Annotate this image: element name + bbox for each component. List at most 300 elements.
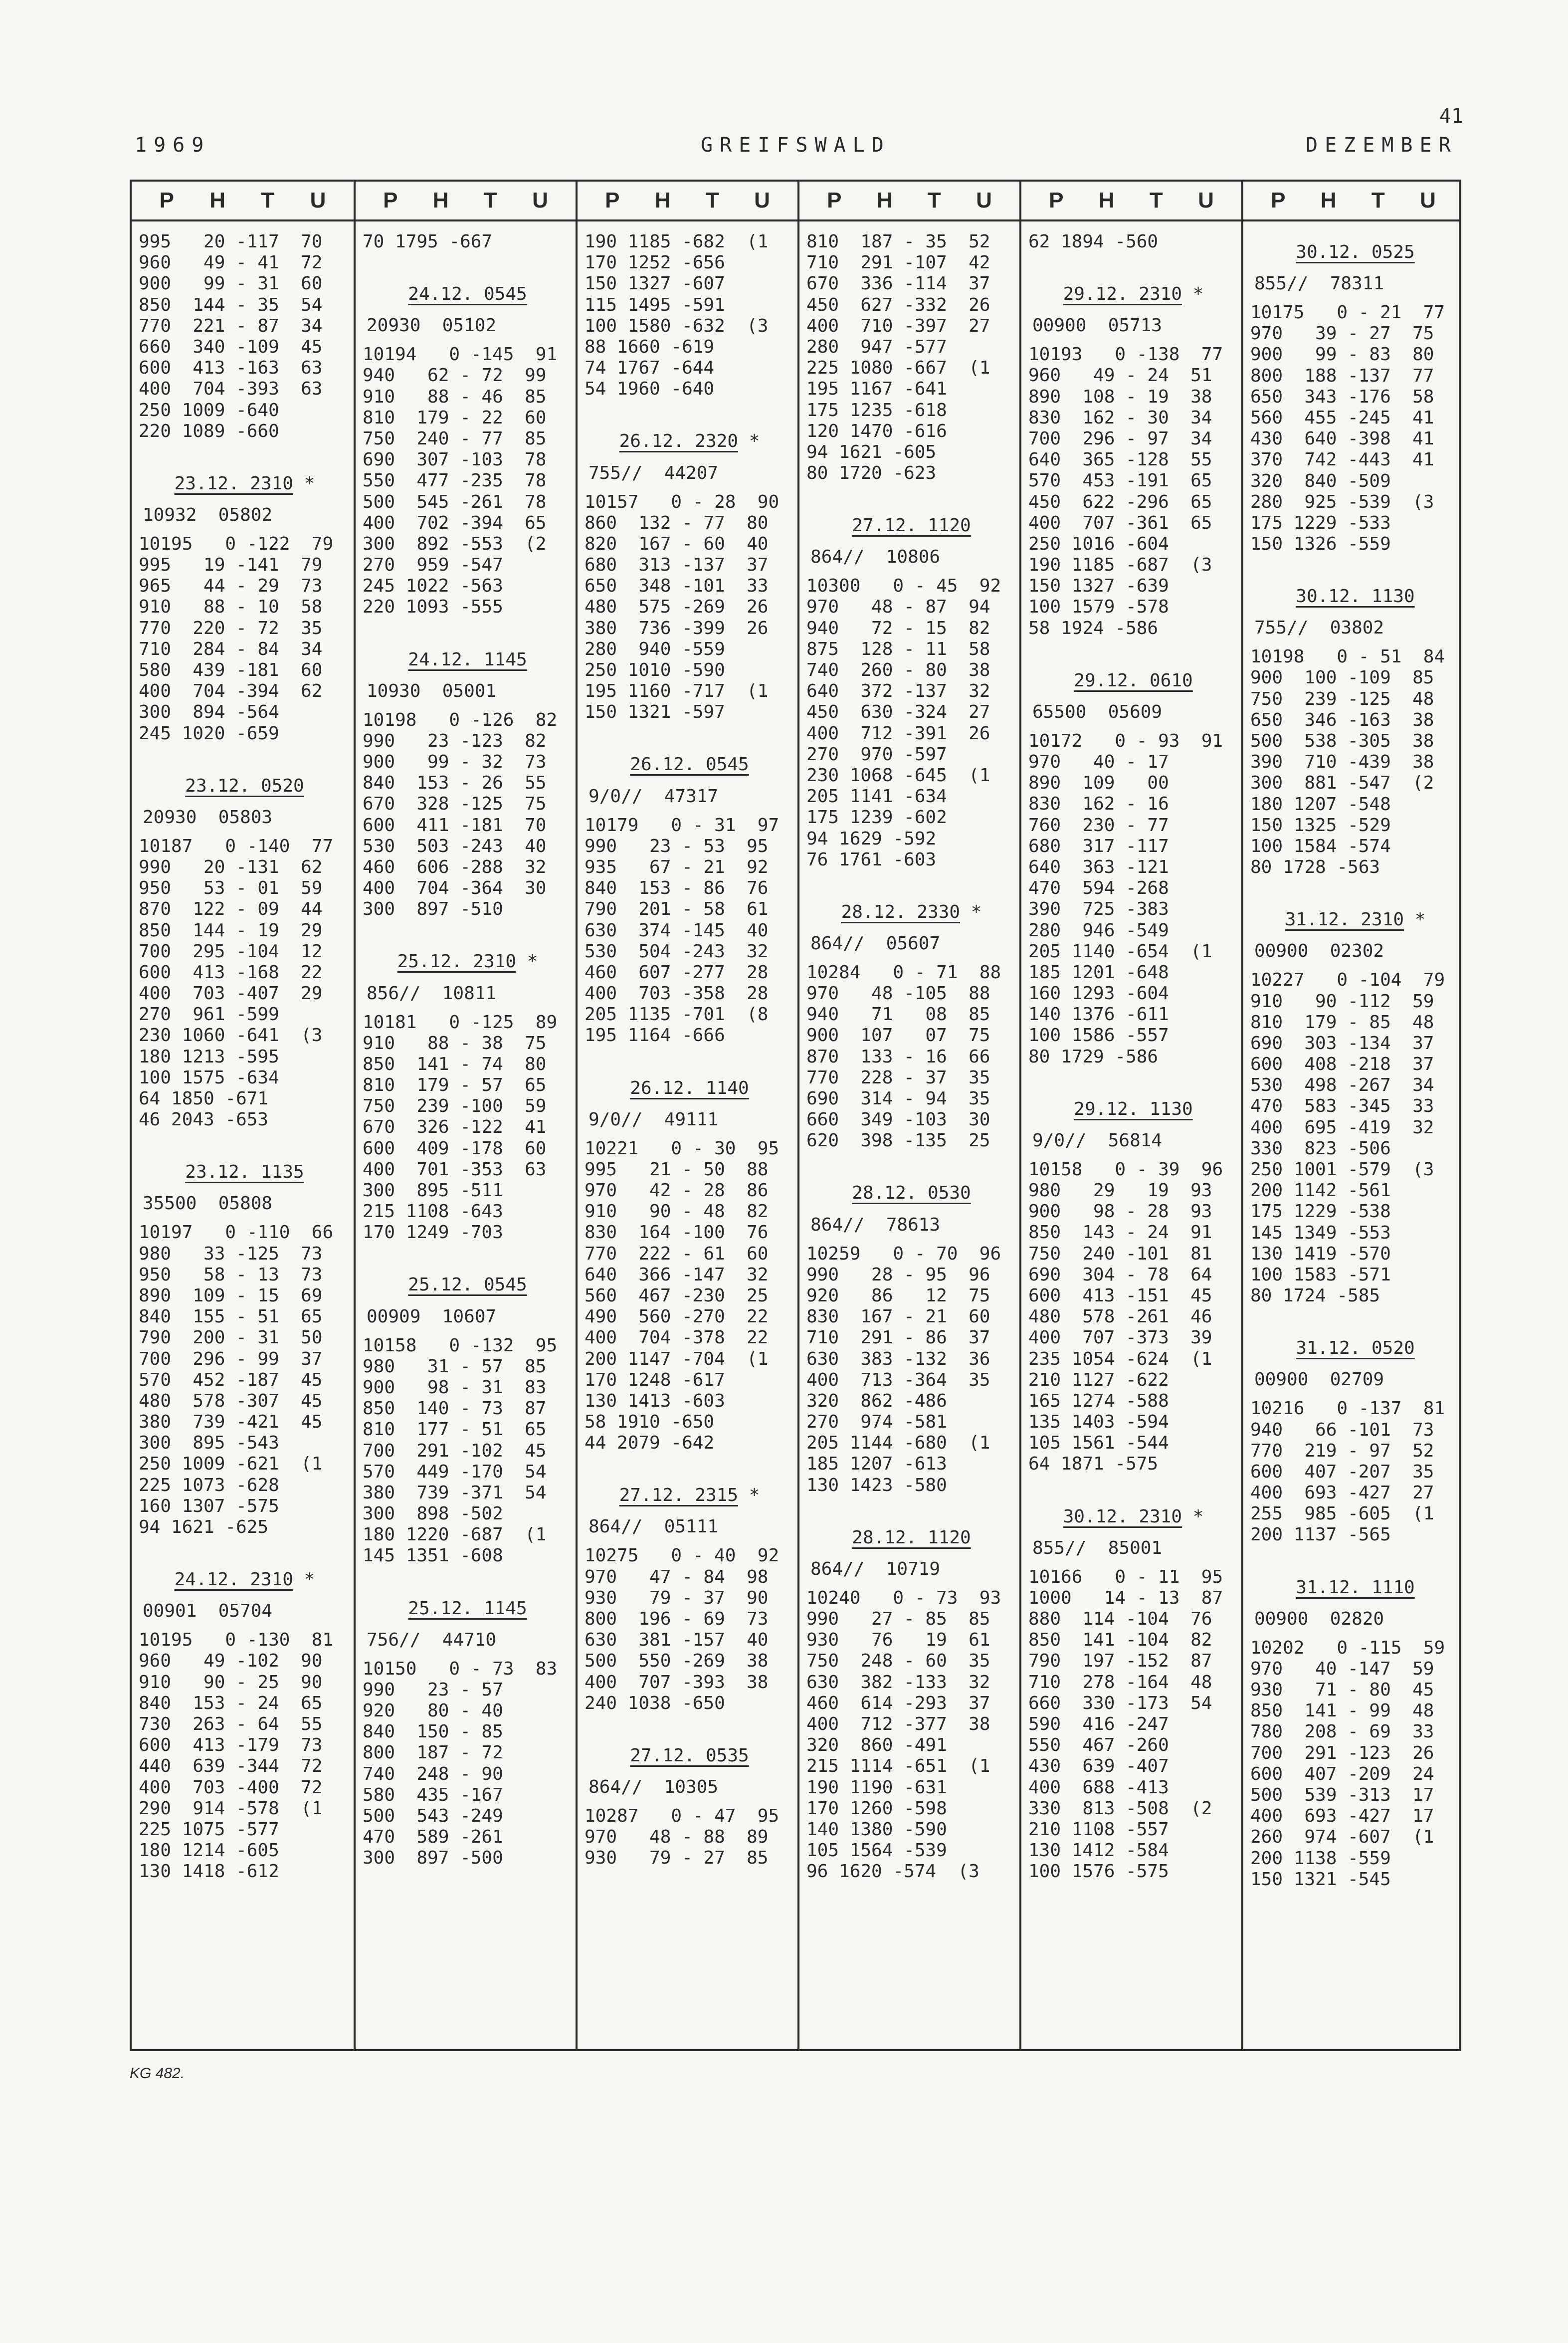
year: 1969: [135, 134, 211, 157]
table-row: 130 1423 -580: [806, 1475, 947, 1495]
table-row: 270 974 -581: [806, 1412, 947, 1433]
table-row: 875 128 - 11 58: [806, 639, 990, 659]
table-row: 250 1016 -604: [1028, 533, 1169, 554]
sounding-date-text: 30.12. 2310: [1063, 1506, 1182, 1527]
table-row: 10198 0 - 51 84: [1250, 646, 1445, 667]
table-row: 245 1020 -659: [139, 723, 279, 744]
station-code: 65500 05609: [1032, 701, 1163, 722]
table-row: 700 291 -102 45: [363, 1440, 547, 1461]
sounding-date-text: 24.12. 0545: [408, 284, 527, 305]
table-row: 840 153 - 24 65: [139, 1693, 323, 1713]
block-gap: [585, 1714, 794, 1735]
station-code: 864// 10719: [810, 1558, 941, 1579]
table-row: 400 704 -394 62: [139, 681, 323, 702]
sounding-date: [363, 1265, 573, 1306]
table-row: 140 1376 -611: [1028, 1004, 1169, 1025]
block-gap: [1028, 1067, 1238, 1088]
block-gap: [1028, 252, 1238, 273]
asterisk-mark: *: [516, 951, 538, 972]
asterisk-mark: *: [293, 1569, 315, 1590]
table-row: 870 122 - 09 44: [139, 899, 323, 920]
table-row: 170 1248 -617: [585, 1369, 725, 1390]
table-row: 250 1001 -579 (3: [1250, 1159, 1434, 1180]
table-row: 730 263 - 64 55: [139, 1713, 323, 1734]
table-row: 660 340 -109 45: [139, 336, 323, 357]
sounding-date-text: 31.12. 1110: [1296, 1577, 1415, 1598]
table-row: 250 1009 -640: [139, 400, 279, 421]
table-row: 830 162 - 16: [1028, 794, 1169, 815]
table-row: 970 40 - 17: [1028, 752, 1169, 772]
table-row: 400 695 -419 32: [1250, 1117, 1434, 1138]
table-row: 680 313 -137 37: [585, 555, 769, 576]
table-row: 10157 0 - 28 90: [585, 491, 780, 512]
table-row: 710 278 -164 48: [1028, 1672, 1212, 1693]
sounding-date: [1250, 899, 1460, 941]
station-code: 756// 44710: [367, 1629, 497, 1650]
table-row: 400 707 -393 38: [585, 1672, 769, 1693]
sounding-date: [1250, 1567, 1460, 1609]
table-row: 170 1249 -703: [363, 1222, 503, 1243]
table-row: 320 840 -509: [1250, 470, 1391, 491]
table-row: 770 219 - 97 52: [1250, 1440, 1434, 1461]
table-row: 900 107 07 75: [806, 1025, 990, 1046]
station-code: 9/0// 47317: [588, 786, 719, 807]
table-row: 900 98 - 28 93: [1028, 1201, 1212, 1222]
table-row: 10187 0 -140 77: [139, 836, 334, 856]
column-header-label: U: [976, 188, 992, 213]
station-code: 855// 78311: [1254, 273, 1384, 294]
sounding-date-text: 28.12. 2330: [841, 901, 961, 922]
block-gap: [806, 484, 1016, 505]
column-body: [139, 231, 351, 1882]
table-row: 640 372 -137 32: [806, 681, 990, 702]
table-row: 630 382 -133 32: [806, 1672, 990, 1693]
block-gap: [363, 618, 573, 639]
table-row: 280 925 -539 (3: [1250, 491, 1434, 512]
table-row: 170 1252 -656: [585, 252, 725, 273]
table-row: 790 201 - 58 61: [585, 899, 769, 920]
table-row: 170 1260 -598: [806, 1798, 947, 1819]
table-row: 250 1009 -621 (1: [139, 1454, 323, 1475]
column-header-label: P: [159, 188, 174, 213]
table-row: 160 1307 -575: [139, 1495, 279, 1516]
table-row: 570 453 -191 65: [1028, 470, 1212, 491]
table-row: 200 1147 -704 (1: [585, 1348, 769, 1369]
table-row: 58 1924 -586: [1028, 618, 1159, 639]
table-row: 165 1274 -588: [1028, 1390, 1169, 1411]
table-row: 500 550 -269 38: [585, 1651, 769, 1672]
table-row: 190 1185 -682 (1: [585, 231, 769, 252]
table-row: 270 970 -597: [806, 744, 947, 765]
table-row: 80 1724 -585: [1250, 1285, 1380, 1306]
sounding-date: [1028, 273, 1238, 315]
table-row: 10275 0 - 40 92: [585, 1545, 780, 1566]
table-row: 145 1351 -608: [363, 1545, 503, 1566]
table-row: 205 1140 -654 (1: [1028, 941, 1212, 962]
table-row: 640 363 -121: [1028, 856, 1169, 877]
table-row: 10227 0 -104 79: [1250, 970, 1445, 991]
sounding-date: [585, 421, 794, 463]
table-row: 980 33 -125 73: [139, 1243, 323, 1264]
table-row: 400 713 -364 35: [806, 1369, 990, 1390]
table-row: 530 498 -267 34: [1250, 1075, 1434, 1096]
block-gap: [1250, 1546, 1460, 1567]
sounding-date-text: 31.12. 0520: [1296, 1338, 1415, 1359]
table-row: 770 220 - 72 35: [139, 618, 323, 639]
table-row: 1000 14 - 13 87: [1028, 1587, 1223, 1608]
table-row: 400 710 -397 27: [806, 315, 990, 336]
table-row: 950 58 - 13 73: [139, 1264, 323, 1285]
table-row: 880 114 -104 76: [1028, 1609, 1212, 1629]
table-row: 890 109 00: [1028, 773, 1169, 794]
table-row: 80 1728 -563: [1250, 857, 1380, 878]
column-header-label: H: [1320, 188, 1337, 213]
table-row: 400 707 -373 39: [1028, 1327, 1212, 1348]
table-row: 10197 0 -110 66: [139, 1222, 334, 1243]
table-row: 900 99 - 32 73: [363, 752, 547, 772]
table-row: 910 88 - 38 75: [363, 1033, 547, 1054]
column-body: [806, 231, 1016, 1882]
table-row: 690 303 -134 37: [1250, 1033, 1434, 1054]
table-row: 150 1327 -639: [1028, 576, 1169, 597]
sounding-date-text: 27.12. 1120: [852, 515, 971, 536]
table-row: 130 1412 -584: [1028, 1840, 1169, 1861]
table-row: 990 23 - 53 95: [585, 836, 769, 856]
sounding-date-text: 23.12. 1135: [185, 1162, 304, 1183]
station-code: 856// 10811: [367, 983, 497, 1004]
table-row: 480 578 -307 45: [139, 1390, 323, 1411]
table-row: 995 21 - 50 88: [585, 1159, 769, 1180]
table-row: 840 153 - 26 55: [363, 773, 547, 794]
table-row: 890 108 - 19 38: [1028, 386, 1212, 407]
block-gap: [806, 1152, 1016, 1173]
table-row: 200 1138 -559: [1250, 1848, 1391, 1869]
table-row: 74 1767 -644: [585, 358, 715, 379]
table-row: 260 974 -607 (1: [1250, 1827, 1434, 1848]
table-row: 145 1349 -553: [1250, 1222, 1391, 1243]
sounding-date: [1250, 576, 1460, 618]
table-row: 660 330 -173 54: [1028, 1693, 1212, 1713]
block-gap: [1250, 555, 1460, 576]
table-row: 400 712 -377 38: [806, 1713, 990, 1734]
sounding-date: [363, 941, 573, 983]
table-row: 100 1586 -557: [1028, 1025, 1169, 1046]
table-row: 400 693 -427 17: [1250, 1806, 1434, 1827]
table-row: 10240 0 - 73 93: [806, 1587, 1001, 1608]
table-row: 225 1075 -577: [139, 1819, 279, 1840]
column-header-label: P: [1271, 188, 1286, 213]
table-row: 450 627 -332 26: [806, 294, 990, 315]
column-header: [1021, 182, 1241, 219]
table-row: 185 1207 -613: [806, 1454, 947, 1475]
table-row: 150 1325 -529: [1250, 815, 1391, 836]
table-row: 550 477 -235 78: [363, 470, 547, 491]
table-column: [1019, 182, 1241, 2049]
block-gap: [363, 1567, 573, 1588]
table-row: 630 383 -132 36: [806, 1348, 990, 1369]
table-row: 660 349 -103 30: [806, 1109, 990, 1130]
table-row: 100 1580 -632 (3: [585, 315, 769, 336]
column-body: [1250, 231, 1460, 1890]
sounding-date-text: 25.12. 1145: [408, 1598, 527, 1619]
table-row: 400 693 -427 27: [1250, 1483, 1434, 1503]
column-header-label: H: [654, 188, 671, 213]
table-row: 500 543 -249: [363, 1805, 503, 1826]
table-row: 960 49 -102 90: [139, 1651, 323, 1672]
sounding-date: [806, 1517, 1016, 1559]
table-row: 840 155 - 51 65: [139, 1306, 323, 1327]
table-row: 390 725 -383: [1028, 899, 1169, 920]
table-row: 96 1620 -574 (3: [806, 1861, 980, 1882]
asterisk-mark: *: [293, 473, 315, 494]
table-row: 810 179 - 22 60: [363, 407, 547, 428]
sounding-date: [363, 639, 573, 681]
table-row: 80 1720 -623: [806, 463, 937, 484]
column-body: [363, 231, 573, 1869]
table-row: 400 704 -378 22: [585, 1327, 769, 1348]
table-row: 230 1068 -645 (1: [806, 765, 990, 786]
table-row: 430 640 -398 41: [1250, 428, 1434, 449]
sounding-date: [585, 1067, 794, 1109]
table-row: 190 1190 -631: [806, 1777, 947, 1798]
table-row: 94 1621 -625: [139, 1517, 269, 1537]
table-row: 150 1327 -607: [585, 273, 725, 294]
table-row: 770 221 - 87 34: [139, 315, 323, 336]
station-code: 00900 02709: [1254, 1369, 1384, 1390]
sounding-date-text: 26.12. 2320: [619, 431, 739, 452]
column-header: [578, 182, 797, 219]
station-code: 864// 10806: [810, 547, 941, 568]
table-row: 190 1185 -687 (3: [1028, 555, 1212, 576]
table-row: 64 1871 -575: [1028, 1454, 1159, 1475]
table-row: 430 639 -407: [1028, 1756, 1169, 1777]
table-row: 850 144 - 19 29: [139, 920, 323, 941]
station-code: 755// 44207: [588, 462, 719, 483]
table-row: 400 704 -393 63: [139, 379, 323, 400]
block-gap: [806, 870, 1016, 891]
block-gap: [585, 723, 794, 744]
table-row: 980 31 - 57 85: [363, 1356, 547, 1377]
column-header-label: T: [261, 188, 275, 213]
station-code: 00909 10607: [367, 1306, 497, 1327]
table-row: 930 76 19 61: [806, 1630, 990, 1651]
station-code: 00900 02820: [1254, 1608, 1384, 1629]
table-row: 600 411 -181 70: [363, 815, 547, 836]
station-code: 864// 10305: [588, 1776, 719, 1797]
station-code: 00900 05713: [1032, 315, 1163, 336]
table-row: 330 813 -508 (2: [1028, 1798, 1212, 1819]
table-row: 76 1761 -603: [806, 849, 937, 870]
table-row: 300 895 -543: [139, 1433, 279, 1454]
table-row: 950 53 - 01 59: [139, 878, 323, 899]
table-row: 850 141 - 74 80: [363, 1054, 547, 1074]
table-row: 970 39 - 27 75: [1250, 323, 1434, 344]
table-row: 10198 0 -126 82: [363, 709, 558, 730]
table-row: 500 538 -305 38: [1250, 731, 1434, 751]
table-row: 940 71 08 85: [806, 1004, 990, 1025]
table-row: 910 90 - 48 82: [585, 1201, 769, 1222]
table-row: 600 407 -209 24: [1250, 1763, 1434, 1784]
form-code: KG 482.: [130, 2065, 185, 2082]
table-row: 58 1910 -650: [585, 1412, 715, 1433]
block-gap: [1250, 878, 1460, 899]
table-row: 135 1403 -594: [1028, 1412, 1169, 1433]
table-row: 10175 0 - 21 77: [1250, 302, 1445, 323]
table-row: 380 739 -421 45: [139, 1412, 323, 1433]
station-code: 864// 05607: [810, 933, 941, 954]
table-row: 120 1470 -616: [806, 421, 947, 441]
sounding-date-text: 31.12. 2310: [1285, 909, 1404, 930]
column-header-label: U: [1420, 188, 1436, 213]
table-row: 180 1207 -548: [1250, 794, 1391, 815]
table-row: 400 707 -361 65: [1028, 512, 1212, 533]
table-row: 280 947 -577: [806, 336, 947, 357]
column-header-label: P: [827, 188, 842, 213]
sounding-date: [806, 505, 1016, 547]
table-row: 590 416 -247: [1028, 1713, 1169, 1734]
table-row: 890 109 - 15 69: [139, 1285, 323, 1306]
table-row: 830 162 - 30 34: [1028, 407, 1212, 428]
page-number: 41: [1439, 105, 1463, 128]
column-body: [585, 231, 794, 1869]
table-row: 205 1144 -680 (1: [806, 1433, 990, 1454]
table-row: 830 167 - 21 60: [806, 1306, 990, 1327]
table-column: [797, 182, 1019, 2049]
sounding-date-text: 30.12. 0525: [1296, 241, 1415, 262]
table-row: 380 736 -399 26: [585, 618, 769, 639]
table-row: 850 144 - 35 54: [139, 294, 323, 315]
table-row: 175 1229 -533: [1250, 512, 1391, 533]
column-header-label: H: [1098, 188, 1115, 213]
table-row: 205 1141 -634: [806, 786, 947, 807]
station-code: 20930 05803: [143, 807, 273, 828]
table-row: 970 47 - 84 98: [585, 1566, 769, 1587]
table-row: 640 365 -128 55: [1028, 449, 1212, 470]
sounding-date: [1250, 1327, 1460, 1369]
sounding-date: [363, 1588, 573, 1630]
sounding-date: [806, 1173, 1016, 1215]
table-row: 560 467 -230 25: [585, 1285, 769, 1306]
table-row: 990 20 -131 62: [139, 856, 323, 877]
table-row: 10181 0 -125 89: [363, 1012, 558, 1033]
table-row: 670 326 -122 41: [363, 1117, 547, 1138]
block-gap: [585, 400, 794, 421]
table-row: 205 1135 -701 (8: [585, 1004, 769, 1025]
table-row: 780 208 - 69 33: [1250, 1721, 1434, 1742]
block-gap: [139, 442, 351, 463]
table-row: 250 1010 -590: [585, 660, 725, 680]
sounding-date: [585, 1735, 794, 1777]
table-row: 850 143 - 24 91: [1028, 1222, 1212, 1243]
sounding-date-text: 24.12. 2310: [174, 1569, 294, 1590]
sounding-date: [1250, 231, 1460, 273]
table-row: 930 79 - 37 90: [585, 1587, 769, 1608]
table-row: 840 153 - 86 76: [585, 878, 769, 899]
table-column: [354, 182, 576, 2049]
table-row: 930 71 - 80 45: [1250, 1680, 1434, 1700]
table-row: 195 1167 -641: [806, 379, 947, 400]
column-body: [1028, 231, 1238, 1882]
table-row: 225 1073 -628: [139, 1475, 279, 1495]
table-row: 910 90 - 25 90: [139, 1672, 323, 1693]
table-row: 130 1418 -612: [139, 1861, 279, 1882]
table-row: 640 366 -147 32: [585, 1264, 769, 1285]
table-row: 270 959 -547: [363, 555, 503, 576]
block-gap: [139, 1538, 351, 1559]
table-row: 300 897 -500: [363, 1848, 503, 1869]
table-row: 920 80 - 40: [363, 1701, 503, 1721]
sounding-date: [1028, 1088, 1238, 1130]
table-row: 400 703 -358 28: [585, 983, 769, 1004]
table-row: 710 291 -107 42: [806, 252, 990, 273]
asterisk-mark: *: [1182, 284, 1204, 305]
table-row: 280 946 -549: [1028, 920, 1169, 941]
table-row: 480 578 -261 46: [1028, 1306, 1212, 1327]
table-row: 750 240 -101 81: [1028, 1243, 1212, 1264]
table-row: 70 1795 -667: [363, 231, 493, 252]
asterisk-mark: *: [1404, 909, 1426, 930]
table-row: 94 1621 -605: [806, 441, 937, 462]
table-row: 700 296 - 99 37: [139, 1348, 323, 1369]
table-row: 560 455 -245 41: [1250, 407, 1434, 428]
column-header-label: T: [705, 188, 719, 213]
table-row: 175 1229 -538: [1250, 1201, 1391, 1222]
table-row: 100 1575 -634: [139, 1067, 279, 1088]
table-row: 750 240 - 77 85: [363, 428, 547, 449]
table-row: 105 1564 -539: [806, 1840, 947, 1861]
table-row: 990 27 - 85 85: [806, 1609, 990, 1629]
table-row: 850 140 - 73 87: [363, 1398, 547, 1419]
table-row: 995 20 -117 70: [139, 231, 323, 252]
table-row: 600 413 -151 45: [1028, 1285, 1212, 1306]
table-row: 220 1093 -555: [363, 597, 503, 618]
table-row: 690 314 - 94 35: [806, 1088, 990, 1109]
table-row: 810 177 - 51 65: [363, 1419, 547, 1440]
column-header-label: T: [1149, 188, 1163, 213]
table-row: 750 248 - 60 35: [806, 1651, 990, 1672]
table-row: 600 413 -163 63: [139, 358, 323, 379]
table-row: 700 295 -104 12: [139, 941, 323, 962]
table-row: 570 452 -187 45: [139, 1369, 323, 1390]
table-row: 300 892 -553 (2: [363, 533, 547, 554]
table-row: 400 702 -394 65: [363, 512, 547, 533]
table-row: 80 1729 -586: [1028, 1046, 1159, 1067]
sounding-date: [363, 273, 573, 315]
table-row: 10287 0 - 47 95: [585, 1805, 780, 1826]
table-row: 210 1108 -557: [1028, 1819, 1169, 1840]
column-header: [356, 182, 576, 219]
table-row: 460 607 -277 28: [585, 962, 769, 983]
table-row: 910 90 -112 59: [1250, 991, 1434, 1012]
table-row: 750 239 -100 59: [363, 1096, 547, 1117]
block-gap: [363, 252, 573, 273]
sounding-date: [1028, 660, 1238, 702]
column-header: [1243, 182, 1463, 219]
table-row: 990 23 -123 82: [363, 730, 547, 751]
table-row: 900 99 - 31 60: [139, 273, 323, 294]
table-row: 770 222 - 61 60: [585, 1243, 769, 1264]
sounding-date: [585, 744, 794, 786]
table-row: 225 1080 -667 (1: [806, 358, 990, 379]
table-row: 450 622 -296 65: [1028, 491, 1212, 512]
table-row: 900 98 - 31 83: [363, 1377, 547, 1398]
table-row: 400 701 -353 63: [363, 1159, 547, 1180]
station-code: 864// 05111: [588, 1516, 719, 1537]
table-row: 255 985 -605 (1: [1250, 1503, 1434, 1524]
table-row: 930 79 - 27 85: [585, 1848, 769, 1869]
table-row: 630 381 -157 40: [585, 1630, 769, 1651]
sounding-date-text: 23.12. 0520: [185, 775, 304, 796]
